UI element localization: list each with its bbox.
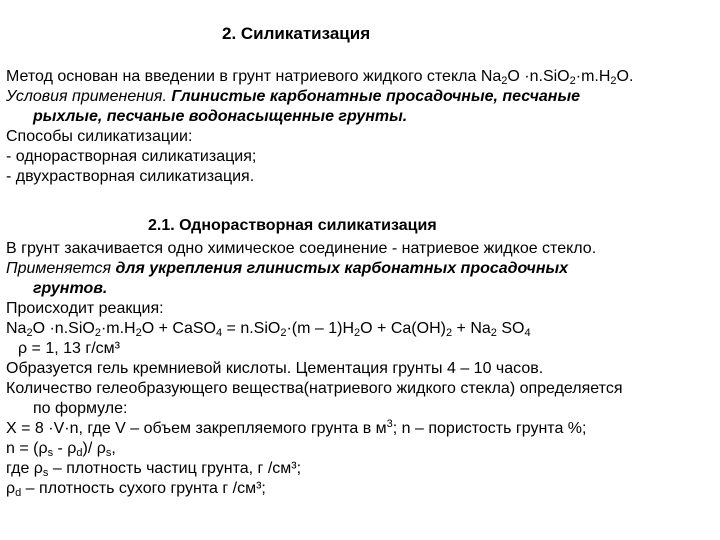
section-block	[6, 239, 718, 499]
formula-x-line: Х = 8 ·V·n, где V – объем закрепляемого грунта в $м^3$; n – пористость грунта %;	[6, 418, 587, 437]
reaction-equation: $Na_2O \cdot n.SiO_2\cdot m.H_2O$ + CaSO$_4$ = $n.SiO_2\cdot(m - 1)H_2O + Ca(OH)_2 + Na_2$ $SO_4$	[6, 320, 531, 339]
density-line: ρ = 1, 13 г/см³	[18, 340, 120, 357]
paragraph-injection: В грунт закачивается одно химическое соединение - натриевое жидкое стекло.	[6, 240, 597, 257]
quantity-line: Количество гелеобразующего вещества(натриевого жидкого стекла) определяется	[6, 380, 623, 397]
conditions-line: Условия применения. Глинистые карбонатные просадочные, песчаные	[6, 88, 581, 105]
section-subtitle: 2.1. Однорастворная силикатизация	[148, 217, 437, 234]
page-title: 2. Силикатизация	[222, 24, 371, 43]
formula-n-line: $n = (\rho_s - \rho_d)/$ $\rho_s$,	[6, 440, 116, 459]
rho-s-definition: где $\rho_s$ – плотность частиц грунта, г /см³;	[6, 460, 302, 479]
method-line: Метод основан на введении в грунт натриевого жидкого стекла $Na_2O \cdot n.SiO_2\cdot m.H_2O$.	[6, 68, 634, 87]
gel-line: Образуется гель кремниевой кислоты. Цементация грунты 4 – 10 часов.	[6, 360, 544, 377]
apply-line-2: грунтов.	[33, 280, 108, 297]
intro-block	[6, 67, 718, 187]
rho-d-definition: $\rho_d$ – плотность сухого грунта г /см³;	[6, 480, 266, 499]
method-item-two-solution: - двухрастворная силикатизация.	[6, 168, 255, 185]
quantity-line-2: по формуле:	[33, 400, 128, 417]
method-item-one-solution: - однорастворная силикатизация;	[6, 148, 257, 165]
methods-label: Способы силикатизации:	[6, 128, 193, 145]
apply-line: Применяется для укрепления глинистых карбонатных просадочных	[6, 260, 569, 277]
reaction-label: Происходит реакция:	[6, 300, 164, 317]
conditions-line-2: рыхлые, песчаные водонасыщенные грунты.	[33, 108, 408, 125]
